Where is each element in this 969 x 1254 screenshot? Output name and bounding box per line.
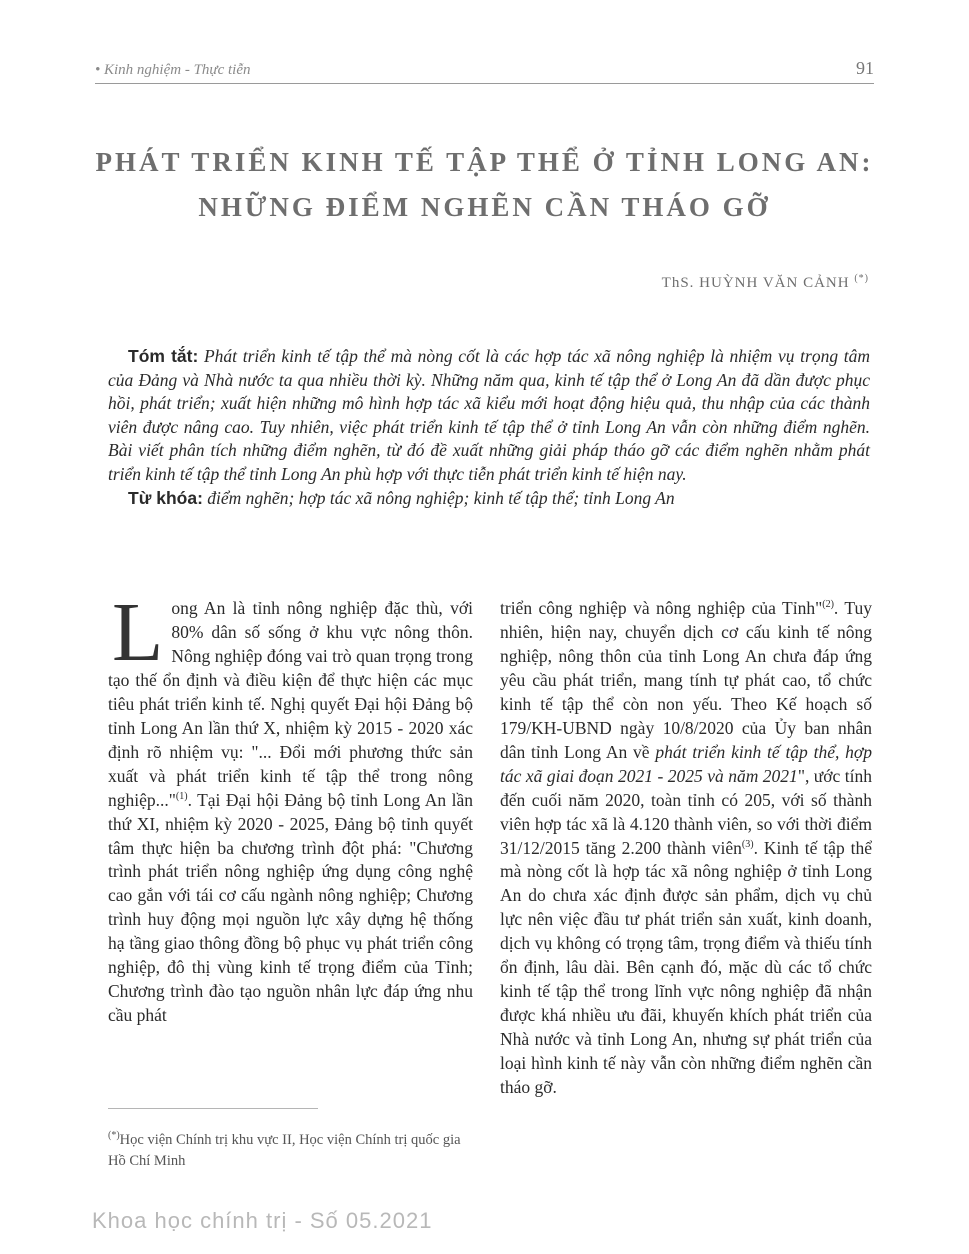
author bbox=[662, 275, 869, 292]
author-footnote-mark: (*) bbox=[854, 273, 869, 284]
keywords-label: Từ khóa: bbox=[128, 487, 203, 508]
body-column-right bbox=[500, 597, 872, 1100]
footnote-text: Học viện Chính trị khu vực II, Học viện Chính trị quốc gia Hồ Chí Minh bbox=[108, 1132, 461, 1169]
abstract-label: Tóm tắt: bbox=[128, 346, 199, 366]
keywords-paragraph bbox=[108, 487, 870, 511]
footnote-mark: (*) bbox=[108, 1130, 120, 1142]
body-text-italic: phát triển kinh tế tập thể, hợp tác xã giai đoạn 2021 - 2025 và năm 2021 bbox=[500, 741, 872, 786]
drop-cap: L bbox=[112, 586, 164, 679]
title-line-2: NHỮNG ĐIỂM NGHẼN CẦN THÁO GỠ bbox=[198, 192, 771, 222]
keywords-text: điểm nghẽn; hợp tác xã nông nghiệp; kinh tế tập thể; tỉnh Long An bbox=[207, 487, 675, 508]
body-text: triển công nghiệp và nông nghiệp của Tỉnh" bbox=[500, 598, 823, 618]
body-column-left bbox=[108, 586, 473, 1028]
page-footer: Khoa học chính trị - Số 05.2021 bbox=[92, 1208, 433, 1233]
reference-mark[interactable]: (2) bbox=[822, 599, 834, 611]
reference-mark[interactable]: (3) bbox=[741, 838, 754, 850]
running-head bbox=[95, 58, 874, 84]
section-label: • Kinh nghiệm - Thực tiễn bbox=[95, 62, 251, 78]
body-text: . Tuy nhiên, hiện nay, chuyển dịch cơ cấu kinh tế nông nghiệp, nông thôn của tỉnh Long An chưa đáp ứng yêu cầu phát triển, mang tính tự phát cao, tổ chức kinh tế tập thể còn non yếu. Theo Kế hoạch số 179/KH-UBND ngày 10/8/2020 của Ủy ban nhân dân tỉnh Long An về bbox=[500, 598, 872, 762]
body-text: ", ước tính đến cuối năm 2020, toàn tỉnh có 205, với số thành viên hợp tác xã là 4.120 thành viên, so với thời điểm 31/12/2015 tăng 2.200 thành viên bbox=[500, 765, 872, 858]
reference-mark[interactable]: (1) bbox=[175, 790, 188, 802]
article-title bbox=[90, 140, 879, 230]
body-paragraph bbox=[500, 597, 872, 1100]
footnote bbox=[108, 1130, 478, 1172]
footnote-rule bbox=[108, 1108, 318, 1109]
body-text: ong An là tỉnh nông nghiệp đặc thù, với 80% dân số sống ở khu vực nông thôn. Nông nghiệp đóng vai trò quan trọng trong tạo thế ổn định và điều kiện để thực hiện các mục tiêu phát triển kinh tế. Nghị quyết Đại hội Đảng bộ tỉnh Long An lần thứ X, nhiệm kỳ 2015 - 2020 xác định rõ nhiệm vụ: "... Đổi mới phương thức sản xuất và phát triển kinh tế tập thể trong nông nghiệp..." bbox=[108, 598, 473, 810]
abstract-text: Phát triển kinh tế tập thể mà nòng cốt là các hợp tác xã nông nghiệp là nhiệm vụ trọng tâm của Đảng và Nhà nước ta qua nhiều thời kỳ. Những năm qua, kinh tế tập thể ở Long An đã dần được phục hồi, phát triển; xuất hiện những mô hình hợp tác xã kiểu mới hoạt động hiệu quả, thu nhập của các thành viên được nâng cao. Tuy nhiên, việc phát triển kinh tế tập thể ở tỉnh Long An vẫn còn những điểm nghẽn. Bài viết phân tích những điểm nghẽn, từ đó đề xuất những giải pháp tháo gỡ các điểm nghẽn nhằm phát triển kinh tế tập thể tỉnh Long An phù hợp với thực tiễn phát triển kinh tế hiện nay. bbox=[108, 346, 870, 484]
abstract-paragraph bbox=[108, 345, 870, 487]
body-paragraph bbox=[108, 586, 473, 1028]
page-number: 91 bbox=[856, 58, 874, 78]
body-text: . Tại Đại hội Đảng bộ tỉnh Long An lần thứ XI, nhiệm kỳ 2020 - 2025, Đảng bộ tỉnh quyết tâm thực hiện ba chương trình đột phá: "Chương trình phát triển nông nghiệp ứng dụng công nghệ cao gắn với tái cơ cấu ngành nông nghiệp; Chương trình huy động mọi nguồn lực xây dựng hệ thống hạ tầng giao thông đồng bộ phục vụ phát triển công nghiệp, đô thị vùng kinh tế trọng điểm của Tỉnh; Chương trình đào tạo nguồn nhân lực đáp ứng nhu cầu phát bbox=[108, 789, 473, 1026]
author-name: ThS. HUỲNH VĂN CẢNH bbox=[661, 275, 850, 291]
abstract bbox=[108, 345, 870, 510]
title-line-1: PHÁT TRIỂN KINH TẾ TẬP THỂ Ở TỈNH LONG AN: bbox=[95, 147, 874, 177]
body-text: . Kinh tế tập thể mà nòng cốt là hợp tác xã nông nghiệp ở tỉnh Long An do chưa xác định được sản phẩm, dịch vụ chủ lực nên việc đầu tư phát triển sản xuất, kinh doanh, dịch vụ không có trọng tâm, trọng điểm và thiếu tính ổn định, lâu dài. Bên cạnh đó, mặc dù các tổ chức kinh tế tập thể trong lĩnh vực nông nghiệp đã nhận được khá nhiều ưu đãi, khuyến khích phát triển của Nhà nước và tỉnh Long An, nhưng sự phát triển của loại hình kinh tế này vẫn còn những điểm nghẽn cần tháo gỡ. bbox=[500, 837, 872, 1098]
